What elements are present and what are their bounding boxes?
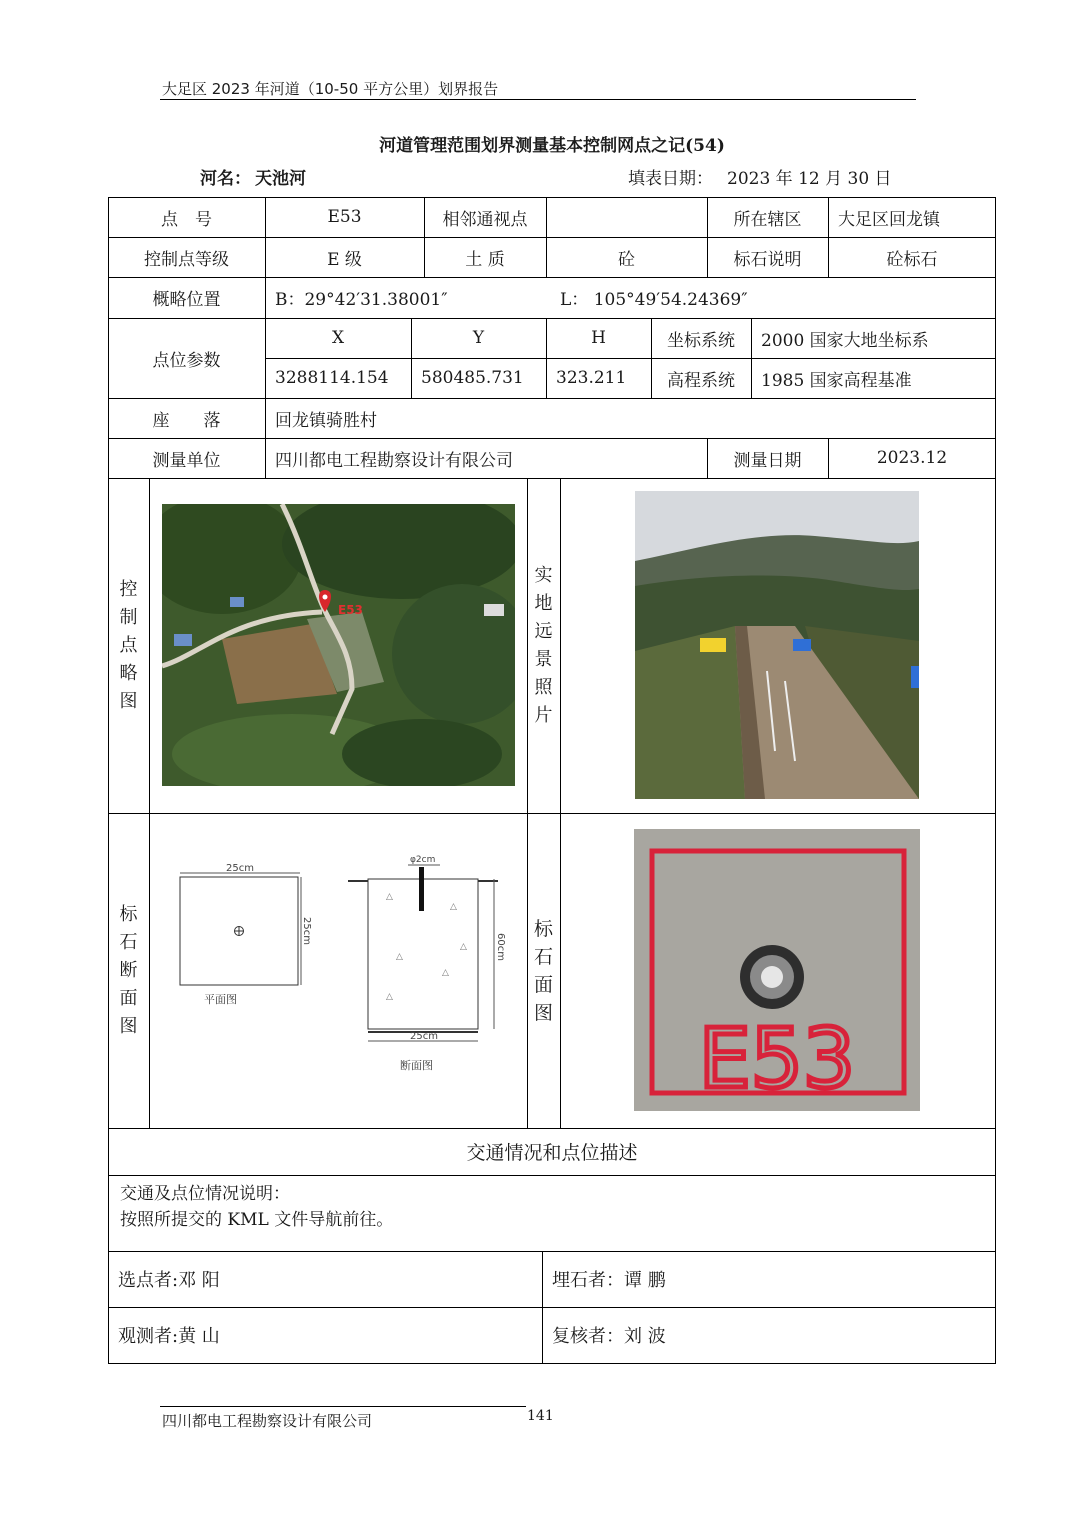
traffic-description [120,1181,393,1233]
y-value: 580485.731 [421,368,524,388]
face-label: 标 石 面 图 [533,917,553,1024]
survey-date-value: 2023.12 [876,448,948,468]
survey-date-label: 测量日期 [733,450,802,471]
unit-label: 测量单位 [152,450,221,471]
latitude: B：29°42′31.38001″ [275,290,448,310]
fill-date-value: 2023 年 12 月 30 日 [727,169,892,189]
fill-date [628,164,892,189]
control-point-map [162,504,515,786]
height-sys-value: 1985 国家高程基准 [761,370,912,391]
selector: 选点者:邓 阳 [118,1270,220,1291]
soil-label: 土 质 [465,249,505,270]
neighbor-value [546,197,707,237]
traffic-heading: 交通及点位情况说明： [120,1184,290,1204]
traffic-text: 按照所提交的 KML 文件导航前往。 [120,1210,394,1230]
stone-marking-text: E53 [698,1012,856,1107]
site-photo [635,491,919,799]
section-depth-label: 60cm [495,933,506,961]
svg-text:△: △ [396,952,403,962]
point-no-label: 点 号 [161,209,212,230]
soil-value: 砼 [618,249,635,270]
h-value: 323.211 [556,368,627,388]
section-top-label: φ2cm [410,855,436,865]
x-label: X [331,328,345,348]
stone-label: 标石说明 [733,249,802,270]
coord-sys-label: 坐标系统 [667,330,735,351]
plan-height-label: 25cm [301,917,312,945]
section-width-label: 25cm [410,1031,438,1042]
plan-caption: 平面图 [204,993,237,1006]
svg-text:△: △ [386,992,393,1002]
location-label: 概略位置 [152,290,221,310]
neighbor-label: 相邻通视点 [442,209,528,230]
svg-text:△: △ [386,892,393,902]
y-label: Y [472,328,485,348]
center-mark-icon [234,926,244,936]
photo-label: 实 地 远 景 照 片 [534,564,553,726]
district-label: 所在辖区 [733,209,802,230]
reviewer: 复核者：刘 波 [552,1326,666,1347]
footer-divider [160,1406,526,1407]
report-header: 大足区 2023 年河道（10-50 平方公里）划界报告 [162,80,499,98]
x-value: 3288114.154 [275,368,389,388]
svg-text:△: △ [442,968,449,978]
params-label: 点位参数 [152,350,221,371]
plan-width-label: 25cm [226,863,254,874]
grade-value: E 级 [327,249,362,270]
river-name [200,164,306,189]
stone-section-diagram [160,837,520,1097]
svg-text:△: △ [450,902,457,912]
header-divider [160,99,916,100]
section-label: 标 石 断 面 图 [119,903,138,1037]
traffic-title: 交通情况和点位描述 [466,1142,638,1164]
control-point-table [108,197,996,1364]
svg-text:△: △ [460,942,467,952]
river-value: 天池河 [255,169,306,189]
grade-label: 控制点等级 [144,249,229,270]
sketch-label: 控 制 点 略 图 [119,578,138,712]
fill-date-label: 填表日期： [628,169,713,189]
observer: 观测者:黄 山 [118,1326,220,1347]
page-number: 141 [527,1408,554,1424]
map-marker-label: E53 [338,603,363,617]
stone-value: 砼标石 [886,249,938,270]
seat-value: 回龙镇骑胜村 [275,410,377,431]
coord-sys-value: 2000 国家大地坐标系 [761,330,929,351]
h-label: H [591,328,606,348]
stone-face-photo [634,829,920,1111]
unit-value: 四川都电工程勘察设计有限公司 [275,450,513,471]
district-value: 大足区回龙镇 [838,209,940,230]
river-label: 河名： [200,169,251,189]
height-sys-label: 高程系统 [667,370,735,391]
longitude: L： 105°49′54.24369″ [560,290,748,310]
point-no-value: E53 [327,207,362,227]
footer-company: 四川都电工程勘察设计有限公司 [162,1412,373,1430]
seat-label: 座 落 [152,410,221,431]
burier: 埋石者：谭 鹏 [552,1270,666,1291]
document-title: 河道管理范围划界测量基本控制网点之记(54) [379,136,725,156]
section-caption: 断面图 [400,1059,433,1072]
